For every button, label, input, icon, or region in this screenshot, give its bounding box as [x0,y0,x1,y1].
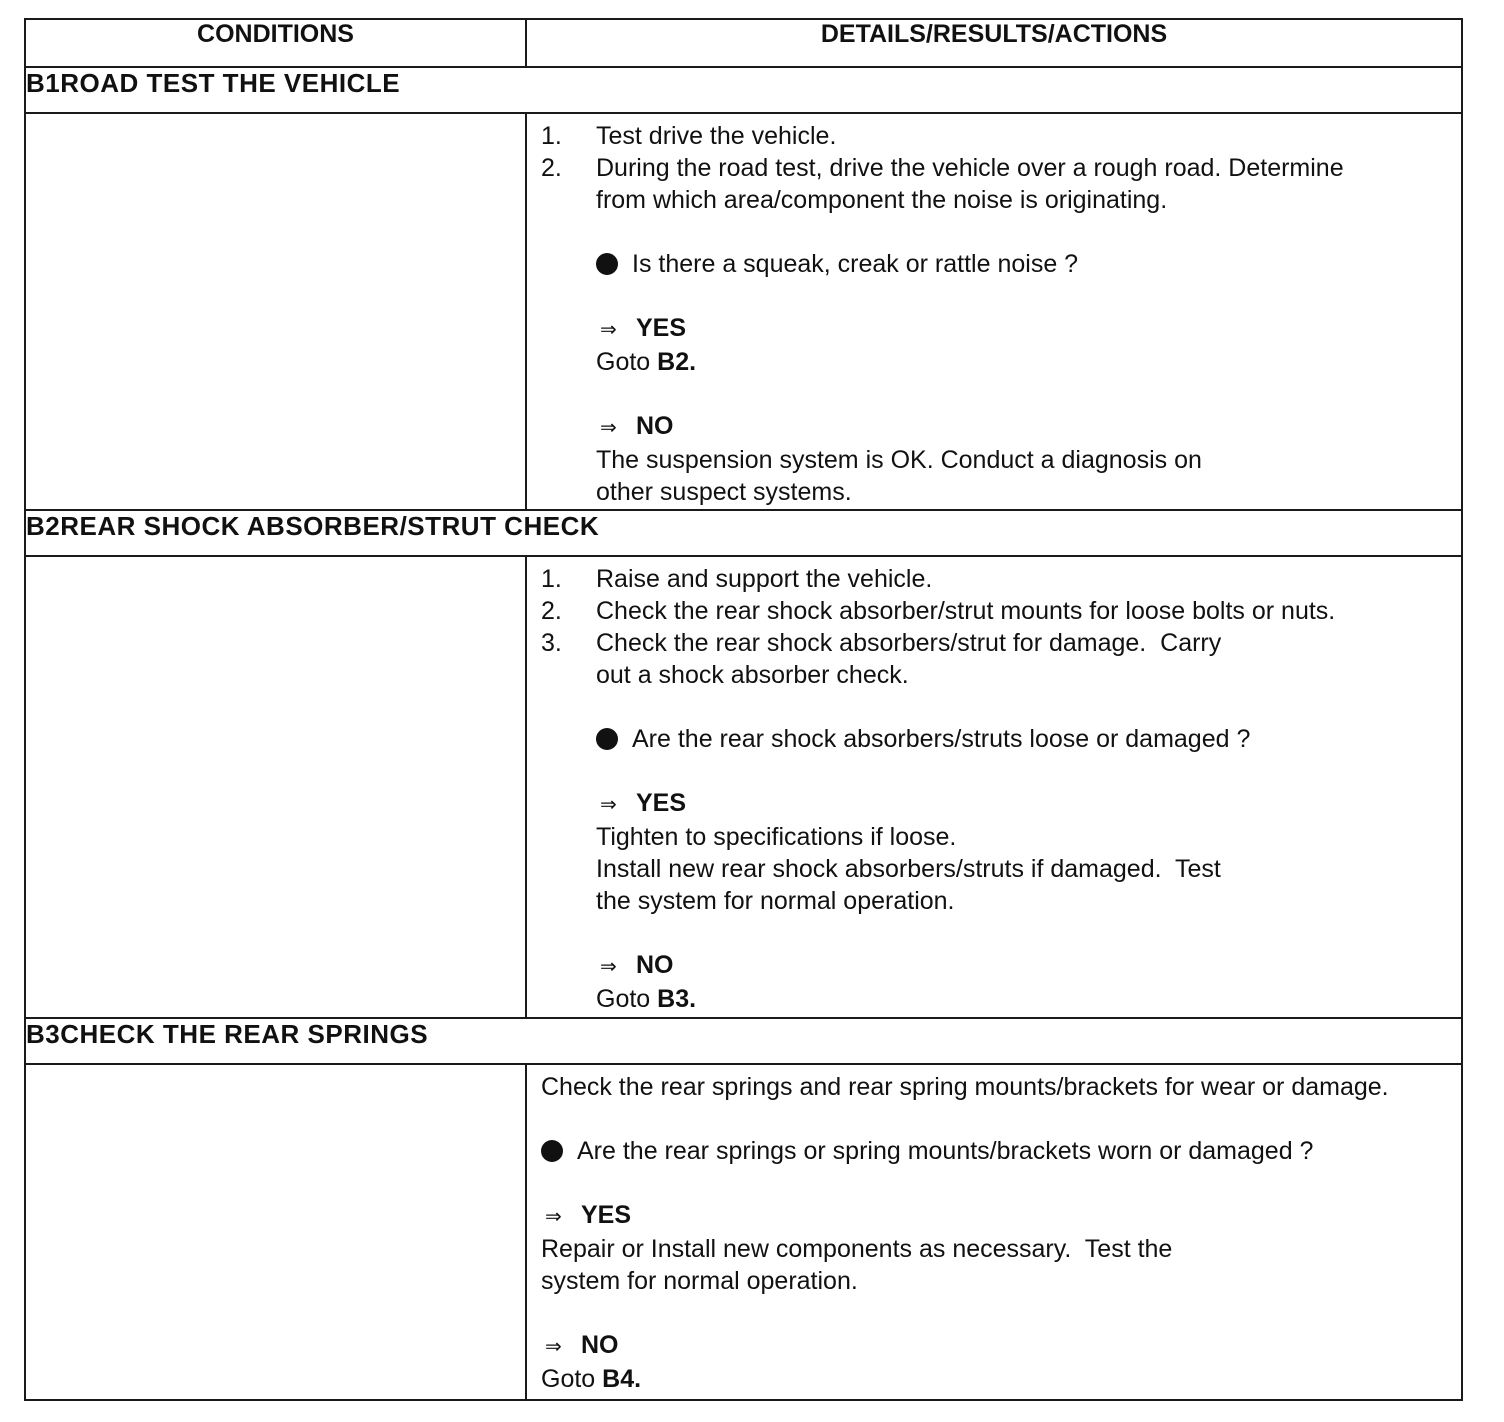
bullet-icon [596,728,618,750]
step-b3-title-row [25,1018,1462,1064]
step-b2-conditions-cell [25,556,526,1018]
step-b2-question: Are the rear shock absorbers/struts loose or damaged ? [596,723,1451,755]
arrow-right-icon: ⇒ [545,1206,562,1228]
step-b3-conditions-cell [25,1064,526,1400]
step-b2-yes: ⇒ YES [596,787,1451,821]
step-b3-yes: ⇒ YES [541,1199,1451,1233]
step-b2-title: B2REAR SHOCK ABSORBER/STRUT CHECK [25,510,1462,556]
step-b1-title: B1ROAD TEST THE VEHICLE [25,67,1462,113]
step-b1-item-2: 2. During the road test, drive the vehicle over a rough road. Determine from which area/component the noise is originating. [541,154,1344,214]
step-b2-item-2: 2. Check the rear shock absorber/strut mounts for loose bolts or nuts. [541,597,1336,625]
step-b2-yes-action-line-3: the system for normal operation. [596,887,955,915]
step-b3-title: B3CHECK THE REAR SPRINGS [25,1018,1462,1064]
arrow-right-icon: ⇒ [600,794,617,816]
step-b3-body-row [25,1064,1462,1400]
step-b1-yes-action: Goto B2. [596,348,697,376]
arrow-right-icon: ⇒ [600,956,617,978]
diagnostic-table [24,18,1463,1401]
step-b1-body-row [25,113,1462,510]
step-b3-no: ⇒ NO [541,1329,1451,1363]
details-header: DETAILS/RESULTS/ACTIONS [526,19,1462,67]
arrow-right-icon: ⇒ [600,319,617,341]
bullet-icon [596,253,618,275]
conditions-header: CONDITIONS [25,19,526,67]
bullet-icon [541,1140,563,1162]
step-b2-item-1: 1. Raise and support the vehicle. [541,565,933,593]
step-b2-body-row [25,556,1462,1018]
step-b1-no: ⇒ NO [596,410,1451,444]
step-b1-title-row [25,67,1462,113]
step-b1-item-1: 1. Test drive the vehicle. [541,122,837,150]
step-b3-question: Are the rear springs or spring mounts/brackets worn or damaged ? [541,1135,1451,1167]
step-b2-title-row [25,510,1462,556]
step-b3-yes-action-line-2: system for normal operation. [541,1267,858,1295]
step-b2-item-3: 3. Check the rear shock absorbers/strut for damage. Carry out a shock absorber check. [541,629,1222,689]
step-b1-details-cell [526,113,1462,510]
step-b3-details-cell [526,1064,1462,1400]
step-b2-details-cell [526,556,1462,1018]
step-b2-no-action: Goto B3. [596,985,697,1013]
step-b2-yes-action-line-1: Tighten to specifications if loose. [596,823,957,851]
step-b2-yes-action-line-2: Install new rear shock absorbers/struts if damaged. Test [596,855,1221,883]
step-b1-no-action-line-1: The suspension system is OK. Conduct a diagnosis on [596,446,1202,474]
step-b2-no: ⇒ NO [596,949,1451,983]
step-b1-question: Is there a squeak, creak or rattle noise ? [596,248,1451,280]
arrow-right-icon: ⇒ [600,417,617,439]
step-b1-conditions-cell [25,113,526,510]
arrow-right-icon: ⇒ [545,1336,562,1358]
step-b3-yes-action-line-1: Repair or Install new components as necessary. Test the [541,1235,1173,1263]
header-row [25,19,1462,67]
step-b1-yes: ⇒ YES [596,312,1451,346]
step-b1-no-action-line-2: other suspect systems. [596,478,852,506]
step-b3-no-action: Goto B4. [541,1365,642,1393]
step-b3-intro: Check the rear springs and rear spring mounts/brackets for wear or damage. [541,1073,1389,1101]
